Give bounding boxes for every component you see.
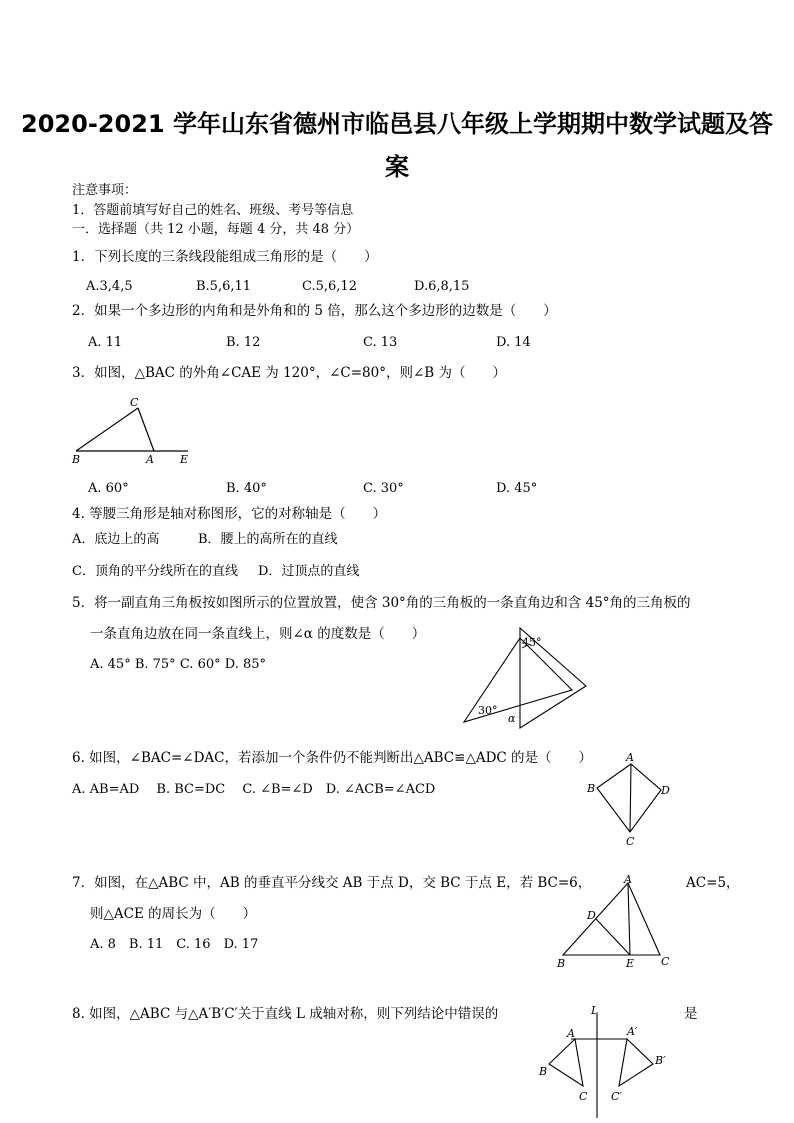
q4-option-c: C．顶角的平分线所在的直线 — [72, 564, 238, 579]
section-heading: 一．选择题（共 12 小题，每题 4 分，共 48 分） — [72, 222, 360, 237]
q3-option-a: A. 60° — [88, 481, 129, 496]
q4-option-a: A．底边上的高 — [72, 532, 160, 547]
q7-label-b: B — [557, 957, 566, 970]
q3-triangle-figure — [66, 395, 196, 470]
q3-label-a: A — [146, 453, 154, 466]
q8-label-a: A — [567, 1027, 575, 1040]
q6-options: A. AB=AD B. BC=DC C. ∠B=∠D D. ∠ACB=∠ACD — [72, 782, 436, 797]
q3-label-b: B — [72, 453, 81, 466]
q5-label-30: 30° — [478, 704, 498, 717]
q8-reflection-figure — [535, 1006, 675, 1118]
q2-option-c: C. 13 — [363, 335, 398, 350]
question-4-stem: 4. 等腰三角形是轴对称图形，它的对称轴是（ ） — [72, 506, 387, 522]
q1-option-a: A.3,4,5 — [86, 279, 133, 294]
q2-option-a: A. 11 — [88, 335, 123, 350]
question-5-stem-line2: 一条直角边放在同一条直线上，则∠α 的度数是（ ） — [90, 626, 426, 642]
question-3-stem: 3．如图，△BAC 的外角∠CAE 为 120°，∠C=80°，则∠B 为（ ） — [72, 365, 507, 381]
q6-label-c: C — [626, 835, 635, 848]
q3-option-b: B. 40° — [226, 481, 267, 496]
q2-option-b: B. 12 — [226, 335, 261, 350]
q7-label-a: A — [624, 873, 632, 886]
q5-label-alpha: α — [508, 712, 516, 725]
q5-options: A. 45° B. 75° C. 60° D. 85° — [90, 657, 267, 672]
doc-title-line2: 案 — [385, 153, 409, 181]
q2-option-d: D. 14 — [496, 335, 531, 350]
question-8-stem: 8. 如图，△ABC 与△A′B′C′关于直线 L 成轴对称，则下列结论中错误的 — [72, 1006, 499, 1022]
q7-label-d: D — [587, 909, 596, 922]
q8-label-c-prime: C′ — [611, 1090, 622, 1103]
q8-label-a-prime: A′ — [627, 1025, 638, 1038]
q5-set-squares-figure — [460, 624, 590, 729]
q1-option-c: C.5,6,12 — [302, 279, 357, 294]
q7-label-c: C — [661, 955, 670, 968]
notice-header: 注意事项： — [72, 183, 138, 198]
q1-option-b: B.5,6,11 — [196, 279, 252, 294]
question-7-stem-line2: 则△ACE 的周长为（ ） — [90, 906, 257, 922]
question-1-stem: 1．下列长度的三条线段能组成三角形的是（ ） — [72, 249, 378, 265]
q4-option-b: B．腰上的高所在的直线 — [198, 532, 338, 547]
question-7-stem-line1: 7．如图，在△ABC 中，AB 的垂直平分线交 AB 于点 D，交 BC 于点 E，若 BC=6， — [72, 875, 592, 891]
q8-label-c: C — [579, 1090, 588, 1103]
q1-option-d: D.6,8,15 — [414, 279, 470, 294]
q8-label-l: L — [591, 1004, 599, 1017]
q7-triangle-figure — [555, 873, 675, 973]
q4-option-d: D．过顶点的直线 — [258, 564, 360, 579]
q3-option-d: D. 45° — [496, 481, 538, 496]
question-2-stem: 2．如果一个多边形的内角和是外角和的 5 倍，那么这个多边形的边数是（ ） — [72, 303, 557, 319]
q6-kite-figure — [585, 752, 675, 852]
q6-label-a: A — [626, 751, 634, 764]
q3-label-c: C — [130, 396, 139, 409]
q8-label-b: B — [539, 1065, 548, 1078]
q5-label-45: 45° — [522, 636, 542, 649]
q6-label-d: D — [661, 784, 670, 797]
question-5-stem-line1: 5．将一副直角三角板按如图所示的位置放置，使含 30°角的三角板的一条直角边和含 45°角的三角板的 — [72, 595, 691, 611]
question-8-stem-tail: 是 — [684, 1006, 698, 1022]
notice-item-1: 1．答题前填写好自己的姓名、班级、考号等信息 — [72, 203, 354, 218]
q8-label-b-prime: B′ — [655, 1054, 666, 1067]
question-6-stem: 6. 如图，∠BAC=∠DAC，若添加一个条件仍不能判断出△ABC≌△ADC 的是（ ） — [72, 750, 593, 766]
q6-label-b: B — [587, 782, 596, 795]
question-7-stem-tail: AC=5， — [686, 875, 740, 891]
q7-options: A. 8 B. 11 C. 16 D. 17 — [90, 937, 259, 952]
q3-label-e: E — [180, 453, 189, 466]
doc-title-line1: 2020-2021 学年山东省德州市临邑县八年级上学期期中数学试题及答 — [21, 110, 773, 138]
q3-option-c: C. 30° — [363, 481, 404, 496]
q7-label-e: E — [626, 957, 635, 970]
